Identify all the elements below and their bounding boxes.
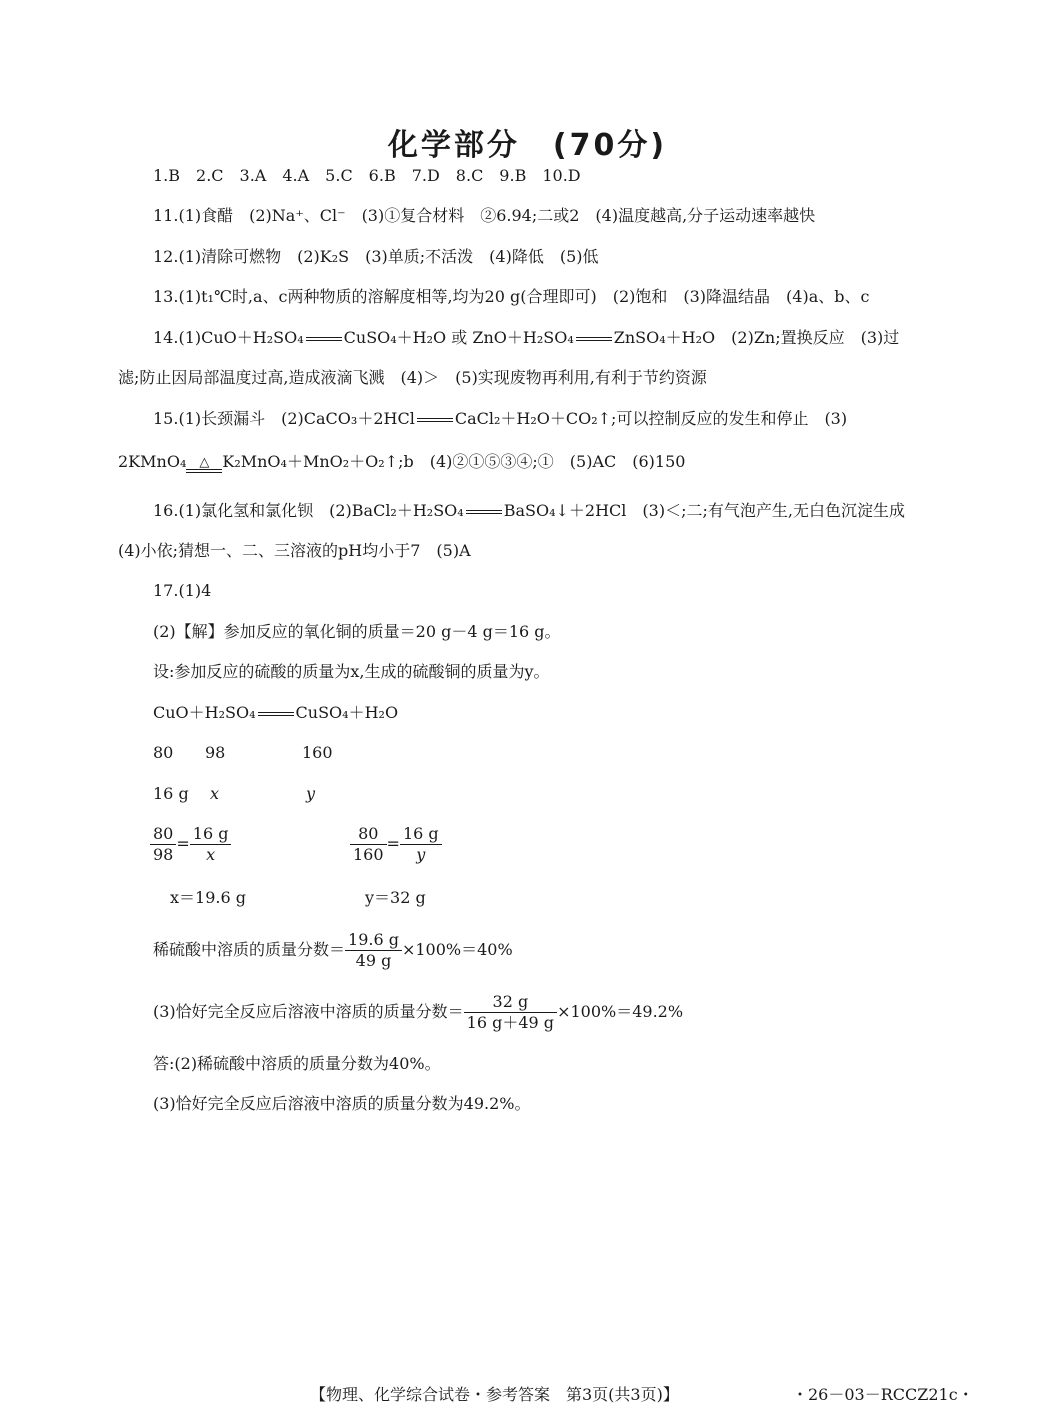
answer-q14-line2: 滤;防止因局部温度过高,造成液滴飞溅 (4)＞ (5)实现废物再利用,有利于节约资源 — [118, 368, 707, 387]
answer-q16-line2: (4)小依;猜想一、二、三溶液的pH均小于7 (5)A — [118, 541, 471, 560]
answer-q17-1: 17.(1)4 — [153, 581, 212, 600]
equation-right: CuSO₄＋H₂O — [295, 703, 399, 722]
equals-sign-icon — [576, 337, 612, 341]
q14-part-c: ZnSO₄＋H₂O (2)Zn;置换反应 (3)过 — [613, 328, 900, 347]
final-answer-1: 答:(2)稀硫酸中溶质的质量分数为40%。 — [153, 1054, 441, 1073]
answer-q11: 11.(1)食醋 (2)Na⁺、Cl⁻ (3)①复合材料 ②6.94;二或2 (4)温度越高,分子运动速率越快 — [153, 206, 816, 225]
footer-text: 【物理、化学综合试卷・参考答案 第3页(共3页)】 — [310, 1385, 679, 1404]
ratio-y-right: $\frac{16 g}{y}$ — [400, 824, 442, 865]
x-result: x＝19.6 g — [170, 888, 246, 907]
q15-line2-a: 2KMnO₄ — [118, 452, 187, 471]
sulfuric-acid-fraction: 稀硫酸中溶质的质量分数＝ $\frac{19.6 g}{49 g}$ ×100%＝40% — [153, 930, 513, 970]
q15-line2-b: K₂MnO₄＋MnO₂＋O₂↑;b (4)②①⑤③④;① (5)AC (6)150 — [222, 452, 686, 471]
mass-cuo: 16 g — [153, 784, 189, 803]
y-result: y＝32 g — [365, 888, 426, 907]
molar-mass-cuso4: 160 — [302, 743, 333, 762]
ratio-x: $\frac{80}{98}$ = $\frac{16 g}{x}$ — [150, 824, 231, 865]
equals-sign-icon — [306, 337, 342, 341]
equation-left: CuO＋H₂SO₄ — [153, 703, 256, 722]
final-answer-2: (3)恰好完全反应后溶液中溶质的质量分数为49.2%。 — [153, 1094, 531, 1113]
heat-equals-icon — [186, 457, 222, 473]
answer-q13: 13.(1)t₁℃时,a、c两种物质的溶解度相等,均为20 g(合理即可) (2)饱和 (3)降温结晶 (4)a、b、c — [153, 287, 870, 306]
answer-q12: 12.(1)清除可燃物 (2)K₂S (3)单质;不活泼 (4)降低 (5)低 — [153, 247, 599, 266]
fraction-1: $\frac{19.6 g}{49 g}$ — [345, 930, 402, 971]
equals-sign-icon — [417, 418, 453, 422]
q15-part-b: CaCl₂＋H₂O＋CO₂↑;可以控制反应的发生和停止 (3) — [454, 409, 848, 428]
q14-part-b: CuSO₄＋H₂O 或 ZnO＋H₂SO₄ — [343, 328, 574, 347]
q15-part-a: 15.(1)长颈漏斗 (2)CaCO₃＋2HCl — [153, 409, 415, 428]
reaction-equation — [153, 702, 398, 724]
answer-q17-2: (2)【解】参加反应的氧化铜的质量＝20 g－4 g＝16 g。 — [153, 622, 561, 641]
ratio-y-left: $\frac{80}{160}$ — [350, 824, 387, 865]
page-title: 化学部分 (70分) — [387, 128, 668, 163]
answer-q17-set: 设:参加反应的硫酸的质量为x,生成的硫酸铜的质量为y。 — [153, 662, 550, 681]
answer-q1-10: 1.B 2.C 3.A 4.A 5.C 6.B 7.D 8.C 9.B 10.D — [153, 166, 581, 185]
answer-q14-line1 — [153, 327, 899, 349]
mass-x: x — [210, 784, 220, 803]
ratio-y: $\frac{80}{160}$ = $\frac{16 g}{y}$ — [350, 824, 442, 865]
answer-q15-line2 — [118, 451, 685, 473]
answer-q15-line1 — [153, 408, 847, 430]
molar-mass-h2so4: 98 — [205, 743, 226, 762]
ratio-x-left: $\frac{80}{98}$ — [150, 824, 176, 865]
answer-q16-line1 — [153, 500, 905, 522]
mass-y: y — [306, 784, 316, 803]
equals-sign-icon — [466, 510, 502, 514]
footer-code: ・26－03－RCCZ21c・ — [792, 1385, 974, 1404]
molar-mass-cuo: 80 — [153, 743, 174, 762]
heat-symbol: △ — [199, 455, 210, 470]
q14-part-a: 14.(1)CuO＋H₂SO₄ — [153, 328, 304, 347]
equals-sign-icon — [258, 712, 294, 716]
fraction-2: $\frac{32 g}{16 g+49 g}$ — [464, 992, 557, 1033]
q16-part-b: BaSO₄↓＋2HCl (3)＜;二;有气泡产生,无白色沉淀生成 — [503, 501, 905, 520]
ratio-x-right: $\frac{16 g}{x}$ — [190, 824, 232, 865]
solution-fraction: (3)恰好完全反应后溶液中溶质的质量分数＝ $\frac{32 g}{16 g+49 g}$ ×100%＝49.2% — [153, 992, 684, 1032]
q16-part-a: 16.(1)氯化氢和氯化钡 (2)BaCl₂＋H₂SO₄ — [153, 501, 464, 520]
